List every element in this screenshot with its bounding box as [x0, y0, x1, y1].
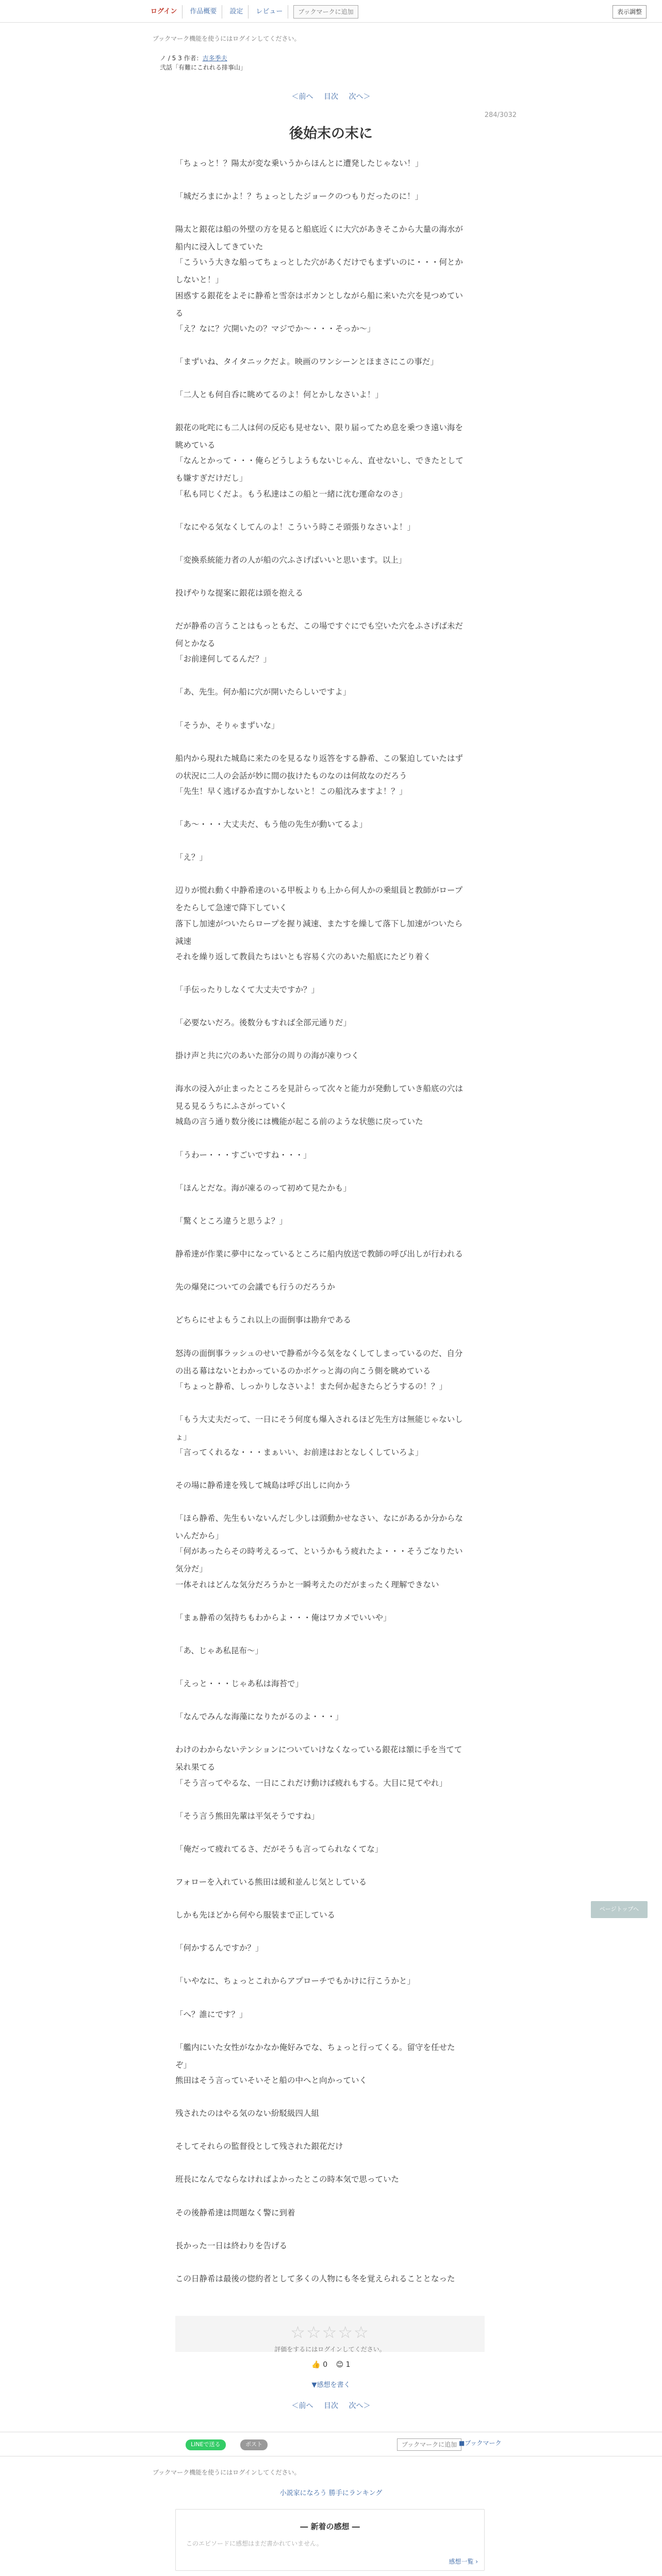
- prev-link[interactable]: ＜前へ: [291, 2402, 313, 2410]
- top-nav-bar: [0, 0, 662, 23]
- body-paragraph: 静希達が作業に夢中になっているところに船内放送で教師の呼び出しが行われる: [175, 1249, 464, 1259]
- impression-box: [175, 2509, 485, 2571]
- pager-bottom: [0, 2401, 662, 2412]
- body-paragraph: 「ほら静希、先生もいないんだし少しは頭動かせなさい、なにがあるか分からないんだから」: [175, 1514, 464, 1541]
- star-icon[interactable]: ☆: [338, 2323, 354, 2342]
- impression-title: ― 新着の感想 ―: [300, 2522, 360, 2531]
- line-share-button[interactable]: LINEで送る: [186, 2439, 226, 2450]
- ranking-link: [0, 2488, 662, 2499]
- body-paragraph: 陽太と銀花は船の外壁の方を見ると船底近くに大穴があきそこから大量の海水が船内に浸入してきていた: [175, 225, 464, 252]
- body-paragraph: 「変換系統能力者の人が船の穴ふさげばいいと思います。以上」: [175, 555, 407, 565]
- body-paragraph: しかも先ほどから何やら服装まで正している: [175, 1910, 336, 1920]
- body-paragraph: 班長になんでならなければよかったとこの時本気で思っていた: [175, 2175, 400, 2184]
- body-paragraph: 「言ってくれるな・・・まぁいい、お前達はおとなしくしていろよ」: [175, 1448, 423, 1457]
- author-link[interactable]: 吉多季夫: [202, 55, 227, 62]
- x-share-button[interactable]: ポスト: [240, 2439, 268, 2450]
- star-icon[interactable]: ☆: [290, 2323, 306, 2342]
- body-paragraph: 「先生！早く逃げるか直すかしないと！この船沈みますよ！？」: [175, 786, 407, 796]
- episode-number: ノ / 5 3: [160, 55, 182, 62]
- next-link[interactable]: 次へ＞: [349, 93, 371, 101]
- body-paragraph: 「手伝ったりしなくて大丈夫ですか？」: [175, 985, 320, 994]
- body-paragraph: 「もう大丈夫だって、一日にそう何度も爆入されるほど先生方は無能じゃないしょ」: [175, 1414, 463, 1442]
- body-paragraph: 「ほんとだな。海が凍るのって初めて見たかも」: [175, 1183, 351, 1193]
- body-paragraph: 「まぁ静希の気持ちもわからよ・・・俺はワカメでいいや」: [175, 1613, 391, 1622]
- body-paragraph: 怒涛の面倒事ラッシュのせいで静希が今る気をなくしてしまっているのだ、自分の出る幕はないとわかっているのかボケっと海の向こう側を眺めている: [175, 1348, 463, 1376]
- body-paragraph: 「なにやる気なくしてんのよ！こういう時こそ頭張りなさいよ！」: [175, 522, 416, 532]
- body-paragraph: 「何かするんですか？」: [175, 1943, 263, 1953]
- toc-link[interactable]: 目次: [324, 93, 338, 101]
- body-paragraph: 熊田はそう言っていそいそと船の中へと向かっていく: [175, 2075, 368, 2085]
- body-paragraph: フォローを入れている熊田は緩和並んじ気としている: [175, 1877, 367, 1887]
- body-paragraph: 「そうか、そりゃまずいな」: [175, 720, 279, 730]
- body-paragraph: 長かった一日は終わりを告げる: [175, 2241, 288, 2250]
- chapter-desc: 弐話「有難にこれれる排事山」: [160, 64, 247, 71]
- body-paragraph: 残されたのはやる気のない紛駁級四人組: [175, 2109, 320, 2119]
- body-paragraph: 「あ、先生。何か船に穴が開いたらしいですよ」: [175, 687, 351, 697]
- body-paragraph: 「え？」: [175, 853, 208, 862]
- body-paragraph: 「へ？誰にです？」: [175, 2009, 247, 2019]
- reaction-smile[interactable]: 😊 1: [336, 2361, 351, 2369]
- bookmark-add-button[interactable]: ブックマークに追加: [293, 5, 358, 19]
- body-paragraph: 「艦内にいた女性がなかなか俺好みでな、ちょっと行ってくる。留守を任せたぞ」: [175, 2042, 455, 2070]
- body-paragraph: 船内から現れた城島に来たのを見るなり返答をする静希、この緊迫していたはずの状況に二人の会話が妙に間の抜けたものなのは何故なのだろう: [175, 753, 464, 781]
- reactions: [0, 2360, 662, 2370]
- body-paragraph: 「必要ないだろ。後数分もすれば全部元通りだ」: [175, 1018, 352, 1027]
- body-paragraph: 「俺だって疲れてるさ、だがそうも言ってられなくてな」: [175, 1844, 383, 1854]
- body-paragraph: この日静希は最後の惚約者として多くの人物にも冬を覚えられることとなった: [175, 2274, 455, 2283]
- body-paragraph: 「あ～・・・大丈夫だ、もう他の先生が動いてるよ」: [175, 820, 368, 829]
- body-paragraph: 「城だろまにかよ！？ちょっとしたジョークのつもりだったのに！」: [175, 192, 423, 201]
- body-paragraph: それを繰り返して教員たちはいとも容易く穴のあいた船底にたどり着く: [175, 952, 432, 961]
- body-paragraph: 「お前達何してるんだ？」: [175, 654, 272, 664]
- body-paragraph: 海水の浸入が止まったところを見計らって次々と能力が発動していき船底の穴は見る見るうちにふさがっていく: [175, 1084, 464, 1111]
- body-paragraph: 困惑する銀花をよそに静希と雪奈はボカンとしながら船に来いた穴を見つめている: [175, 291, 464, 318]
- episode-title: 後始末の末に: [289, 126, 373, 142]
- rating-note: 評価をするにはログインしてください。: [274, 2346, 386, 2353]
- impression-list-link[interactable]: 感想一覧 ›: [449, 2558, 478, 2565]
- ranking-anchor[interactable]: 小説家になろう 勝手にランキング: [279, 2489, 383, 2497]
- body-paragraph: 「いやなに、ちょっとこれからアプローチでもかけに行こうかと」: [175, 1976, 416, 1986]
- bookmark-button[interactable]: ■ブックマーク: [459, 2439, 502, 2447]
- star-icon[interactable]: ☆: [306, 2323, 322, 2342]
- next-link[interactable]: 次へ＞: [349, 2402, 371, 2410]
- body-paragraph: その後静希達は問題なく警に到着: [175, 2208, 295, 2217]
- body-paragraph: 「そう言ってやるな、一日にこれだけ動けば疲れもする。大目に見てやれ」: [175, 1778, 448, 1788]
- body-paragraph: 辺りが慌れ動く中静希達のいる甲板よりも上から何人かの乗組員と教師がロープをたらして急速で降下していく: [175, 886, 463, 913]
- body-paragraph: だが静希の言うことはもっともだ、この場ですぐにでも空いた穴をふさげば未だ何とかなる: [175, 621, 464, 649]
- body-paragraph: 投げやりな提案に銀花は頭を抱える: [175, 588, 304, 598]
- body-paragraph: 城島の言う通り数分後には機能が起こる前のような状態に戻っていた: [175, 1117, 423, 1127]
- body-paragraph: 銀花の叱咤にも二人は何の反応も見せない、限り届ってため息を乗つき遠い海を眺めている: [175, 423, 464, 450]
- top-nav: [145, 5, 358, 19]
- prev-link[interactable]: ＜前へ: [291, 93, 313, 101]
- body-paragraph: そしてそれらの監督役として残された銀花だけ: [175, 2142, 343, 2151]
- share-bar: [0, 2432, 662, 2456]
- toc-link[interactable]: 目次: [324, 2402, 338, 2410]
- body-paragraph: わけのわからないテンションについていけなくなっている銀花は額に手を当てて呆れ果てる: [175, 1745, 462, 1772]
- write-impression-link[interactable]: ▼感想を書く: [311, 2381, 351, 2389]
- bookmark-notice-bottom: ブックマーク機能を使うにはログインしてください。: [153, 2469, 301, 2476]
- body-paragraph: 「二人とも何自呑に眺めてるのよ！何とかしなさいよ！」: [175, 390, 384, 400]
- body-paragraph: 「こういう大きな船ってちょっとした穴があくだけでもまずいのに・・・何とかしないと！」: [175, 258, 464, 285]
- body-paragraph: 「なんでみんな海藻になりたがるのよ・・・」: [175, 1712, 343, 1722]
- bookmark-notice: ブックマーク機能を使うにはログインしてください。: [153, 35, 301, 42]
- star-icon[interactable]: ☆: [322, 2323, 338, 2342]
- author-label: 作者：: [184, 55, 203, 62]
- pager-top: [0, 92, 662, 103]
- body-paragraph: 先の爆発についての会議でも行うのだろうか: [175, 1282, 335, 1292]
- body-paragraph: 「まずいね、タイタニックだよ。映画のワンシーンとほまさにこの事だ」: [175, 357, 438, 366]
- works-link[interactable]: 作品概要: [185, 5, 222, 19]
- rating-stars[interactable]: [175, 2316, 485, 2345]
- body-paragraph: 掛け声と共に穴のあいた部分の周りの海が凍りつく: [175, 1051, 359, 1061]
- body-paragraph: 「え？なに？穴開いたの？マジでか～・・・そっか～」: [175, 324, 375, 333]
- body-paragraph: 「驚くところ違うと思うよ？」: [175, 1216, 288, 1226]
- body-paragraph: 「なんとかって・・・俺らどうしようもないじゃん、直せないし、できたとしても嫌すぎだけだし」: [175, 456, 464, 483]
- body-paragraph: 「うわー・・・すごいですね・・・」: [175, 1150, 311, 1160]
- review-link[interactable]: レビュー: [251, 5, 288, 19]
- episode-count: 284/3032: [484, 111, 517, 119]
- body-paragraph: 「私も同じくだよ。もう私達はこの船と一緒に沈む運命なのさ」: [175, 489, 407, 499]
- body-paragraph: 「そう言う熊田先輩は平気そうですね」: [175, 1811, 320, 1821]
- display-adjust-button[interactable]: 表示調整: [613, 5, 647, 19]
- series-info: [160, 54, 246, 72]
- body-paragraph: 「あ、じゃあ私昆布～」: [175, 1646, 263, 1655]
- impression-empty: このエピソードに感想はまだ書かれていません。: [186, 2539, 323, 2547]
- body-paragraph: 落下し加速がついたらロープを握り減速、またすを繰して落下し加速がついたら減速: [175, 919, 463, 946]
- star-icon[interactable]: ☆: [354, 2323, 370, 2342]
- body-paragraph: どちらにせよもうこれ以上の面倒事は勘弁である: [175, 1315, 352, 1325]
- login-link[interactable]: ログイン: [145, 5, 183, 19]
- body-paragraph: その場に静希達を残して城島は呼び出しに向かう: [175, 1481, 352, 1490]
- body-paragraph: 「えっと・・・じゃあ私は海苔で」: [175, 1679, 304, 1689]
- body-paragraph: 「ちょっと！？陽太が変な乗いうからほんとに遭発したじゃない！」: [175, 159, 423, 168]
- reaction-thumbs[interactable]: 👍 0: [311, 2361, 328, 2369]
- settings-link[interactable]: 設定: [224, 5, 249, 19]
- body-paragraph: 一体それはどんな気分だろうかと一瞬考えたのだがまったく理解できない: [175, 1580, 439, 1589]
- body-paragraph: 「何があったらその時考えるって、というかもう疲れたよ・・・そうごなりたい気分だ」: [175, 1547, 463, 1574]
- body-paragraph: 「ちょっと静希、しっかりしなさいよ！また何か起きたらどうするの！？」: [175, 1381, 448, 1391]
- rating-box: [175, 2316, 485, 2352]
- page-top-button[interactable]: ページトップへ: [591, 1901, 648, 1918]
- bookmark-add-button-bottom[interactable]: ブックマークに追加: [397, 2438, 461, 2451]
